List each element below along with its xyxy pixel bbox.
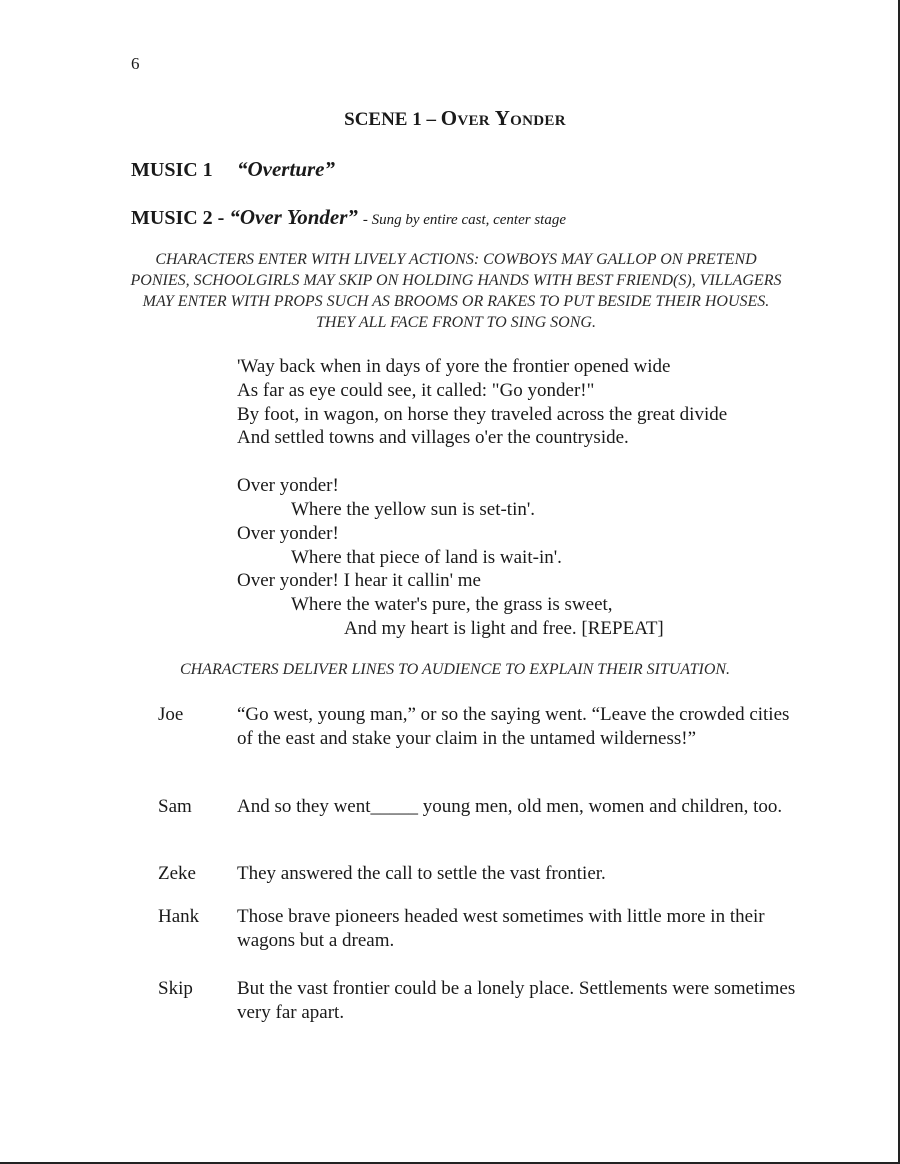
music-cue-label: MUSIC 2 -: [131, 207, 225, 229]
lyric-line: And my heart is light and free. [REPEAT]: [344, 617, 664, 639]
dialogue-line: “Go west, young man,” or so the saying went. “Leave the crowded cities of the east and stake your claim in the untamed wilderness!”: [237, 704, 790, 749]
song-lyrics: [237, 355, 727, 641]
lyric-line: Where the yellow sun is set-tin'.: [291, 498, 536, 520]
music-cue-label: MUSIC 1: [131, 159, 213, 181]
lyric-line: Over yonder!: [237, 522, 339, 544]
lyric-line: 'Way back when in days of yore the frontier opened wide: [237, 356, 671, 377]
character-name: Sam: [158, 796, 192, 817]
lyric-line: Over yonder!: [237, 475, 339, 497]
scene-title: [0, 106, 900, 131]
lyric-line: As far as eye could see, it called: "Go yonder!": [237, 379, 595, 401]
dialogue-line: But the vast frontier could be a lonely place. Settlements were sometimes very far apart.: [237, 978, 796, 1023]
lyric-line: Over yonder! I hear it callin' me: [237, 570, 481, 592]
stage-direction: CHARACTERS DELIVER LINES TO AUDIENCE TO EXPLAIN THEIR SITUATION.: [179, 661, 731, 678]
dialogue-line: They answered the call to settle the vast frontier.: [237, 863, 606, 884]
music-cue-note: - Sung by entire cast, center stage: [362, 212, 567, 228]
dialogue-line: And so they went_____ young men, old men, women and children, too.: [237, 796, 783, 817]
stage-direction: CHARACTERS ENTER WITH LIVELY ACTIONS: COWBOYS MAY GALLOP ON PRETEND PONIES, SCHOOLGIRLS MAY SKIP ON HOLDING HANDS WITH BEST FRIEND(S), VILLAGERS MAY ENTER WITH PROPS SUCH AS BROOMS OR RAKES TO PUT BESIDE THEIR HOUSES. THEY ALL FACE FRONT TO SING SONG.: [130, 251, 782, 331]
lyric-line: And settled towns and villages o'er the countryside.: [237, 427, 629, 449]
page-number: 6: [131, 54, 140, 73]
music-cue-title: “Over Yonder”: [229, 205, 358, 229]
character-name: Zeke: [158, 863, 196, 884]
scene-prefix: SCENE 1 –: [344, 109, 436, 130]
lyric-line: Where that piece of land is wait-in'.: [291, 546, 562, 568]
character-name: Skip: [158, 978, 193, 999]
music-cue-2: [131, 205, 566, 230]
character-name: Joe: [158, 704, 184, 725]
scene-name: Over Yonder: [440, 106, 566, 130]
lyric-line: By foot, in wagon, on horse they traveled across the great divide: [237, 403, 728, 425]
character-name: Hank: [158, 906, 200, 927]
lyric-line: Where the water's pure, the grass is sweet,: [291, 594, 613, 616]
music-cue-title: “Overture”: [237, 157, 335, 181]
dialogue-line: Those brave pioneers headed west sometimes with little more in their wagons but a dream.: [237, 906, 765, 951]
music-cue-1: [131, 157, 335, 182]
